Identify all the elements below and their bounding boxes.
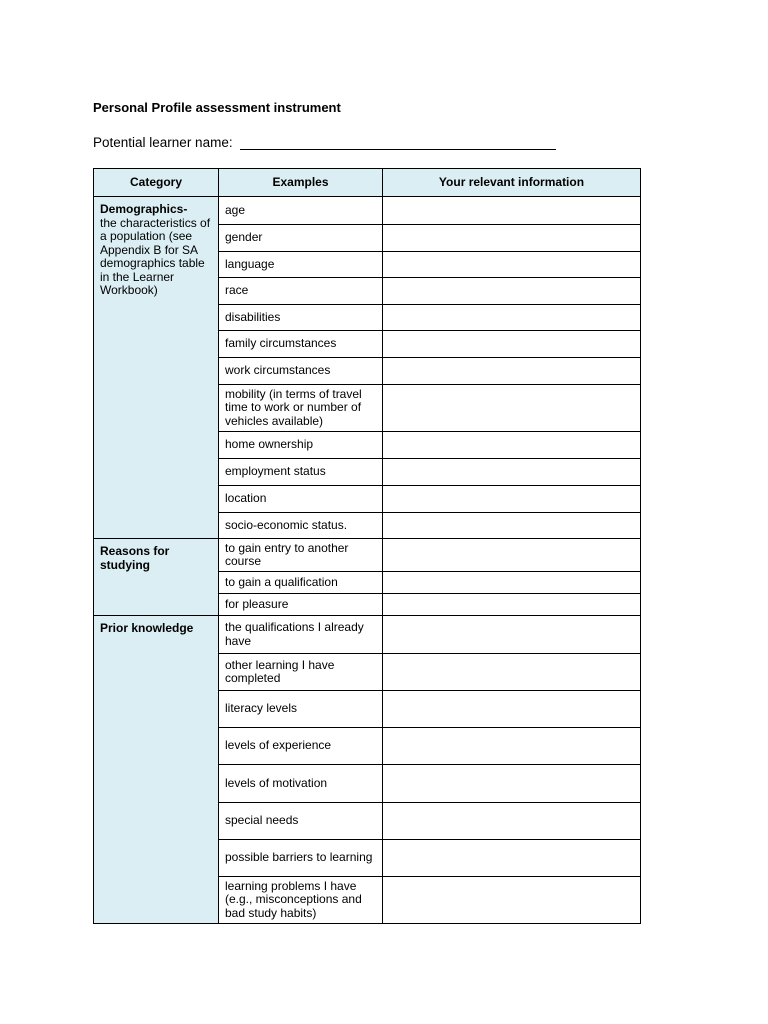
example-cell: special needs: [219, 803, 383, 840]
header-information: Your relevant information: [383, 169, 641, 197]
category-prior-knowledge: [94, 616, 219, 924]
example-cell: learning problems I have (e.g., misconceptions and bad study habits): [219, 877, 383, 924]
info-input-cell[interactable]: [383, 594, 641, 616]
info-input-cell[interactable]: [383, 877, 641, 924]
category-title: Reasons for studying: [100, 544, 170, 572]
info-input-cell[interactable]: [383, 252, 641, 278]
info-input-cell[interactable]: [383, 358, 641, 385]
category-separator: -: [183, 202, 188, 216]
example-cell: levels of motivation: [219, 765, 383, 803]
header-examples: Examples: [219, 169, 383, 197]
table-row: [94, 616, 641, 654]
info-input-cell[interactable]: [383, 539, 641, 572]
info-input-cell[interactable]: [383, 572, 641, 594]
document-title: Personal Profile assessment instrument: [93, 100, 341, 115]
example-cell: language: [219, 252, 383, 278]
example-cell: socio-economic status.: [219, 513, 383, 539]
example-cell: other learning I have completed: [219, 654, 383, 691]
example-cell: home ownership: [219, 432, 383, 459]
info-input-cell[interactable]: [383, 459, 641, 486]
info-input-cell[interactable]: [383, 432, 641, 459]
profile-table: [93, 168, 641, 924]
header-category: Category: [94, 169, 219, 197]
example-cell: levels of experience: [219, 728, 383, 765]
category-description: the characteristics of a population (see Appendix B for SA demographics table in the Learner Workbook): [100, 215, 211, 297]
info-input-cell[interactable]: [383, 278, 641, 305]
info-input-cell[interactable]: [383, 225, 641, 252]
learner-name-field: [93, 135, 556, 150]
category-title: Prior knowledge: [100, 621, 194, 635]
info-input-cell[interactable]: [383, 654, 641, 691]
example-cell: race: [219, 278, 383, 305]
example-cell: the qualifications I already have: [219, 616, 383, 654]
example-cell: to gain entry to another course: [219, 539, 383, 572]
example-cell: disabilities: [219, 305, 383, 331]
table-row: [94, 539, 641, 572]
info-input-cell[interactable]: [383, 691, 641, 728]
table-row: [94, 197, 641, 225]
info-input-cell[interactable]: [383, 513, 641, 539]
info-input-cell[interactable]: [383, 331, 641, 358]
example-cell: employment status: [219, 459, 383, 486]
category-title: Demographics: [100, 202, 184, 216]
example-cell: for pleasure: [219, 594, 383, 616]
info-input-cell[interactable]: [383, 385, 641, 432]
example-cell: mobility (in terms of travel time to work or number of vehicles available): [219, 385, 383, 432]
info-input-cell[interactable]: [383, 486, 641, 513]
category-demographics: [94, 197, 219, 539]
example-cell: work circumstances: [219, 358, 383, 385]
table-header-row: [94, 169, 641, 197]
example-cell: age: [219, 197, 383, 225]
example-cell: gender: [219, 225, 383, 252]
learner-name-label: Potential learner name:: [93, 135, 233, 150]
example-cell: location: [219, 486, 383, 513]
info-input-cell[interactable]: [383, 197, 641, 225]
example-cell: family circumstances: [219, 331, 383, 358]
info-input-cell[interactable]: [383, 616, 641, 654]
learner-name-blank-line[interactable]: [240, 136, 556, 150]
info-input-cell[interactable]: [383, 840, 641, 877]
category-reasons: [94, 539, 219, 616]
info-input-cell[interactable]: [383, 728, 641, 765]
example-cell: possible barriers to learning: [219, 840, 383, 877]
info-input-cell[interactable]: [383, 765, 641, 803]
example-cell: literacy levels: [219, 691, 383, 728]
info-input-cell[interactable]: [383, 305, 641, 331]
example-cell: to gain a qualification: [219, 572, 383, 594]
info-input-cell[interactable]: [383, 803, 641, 840]
